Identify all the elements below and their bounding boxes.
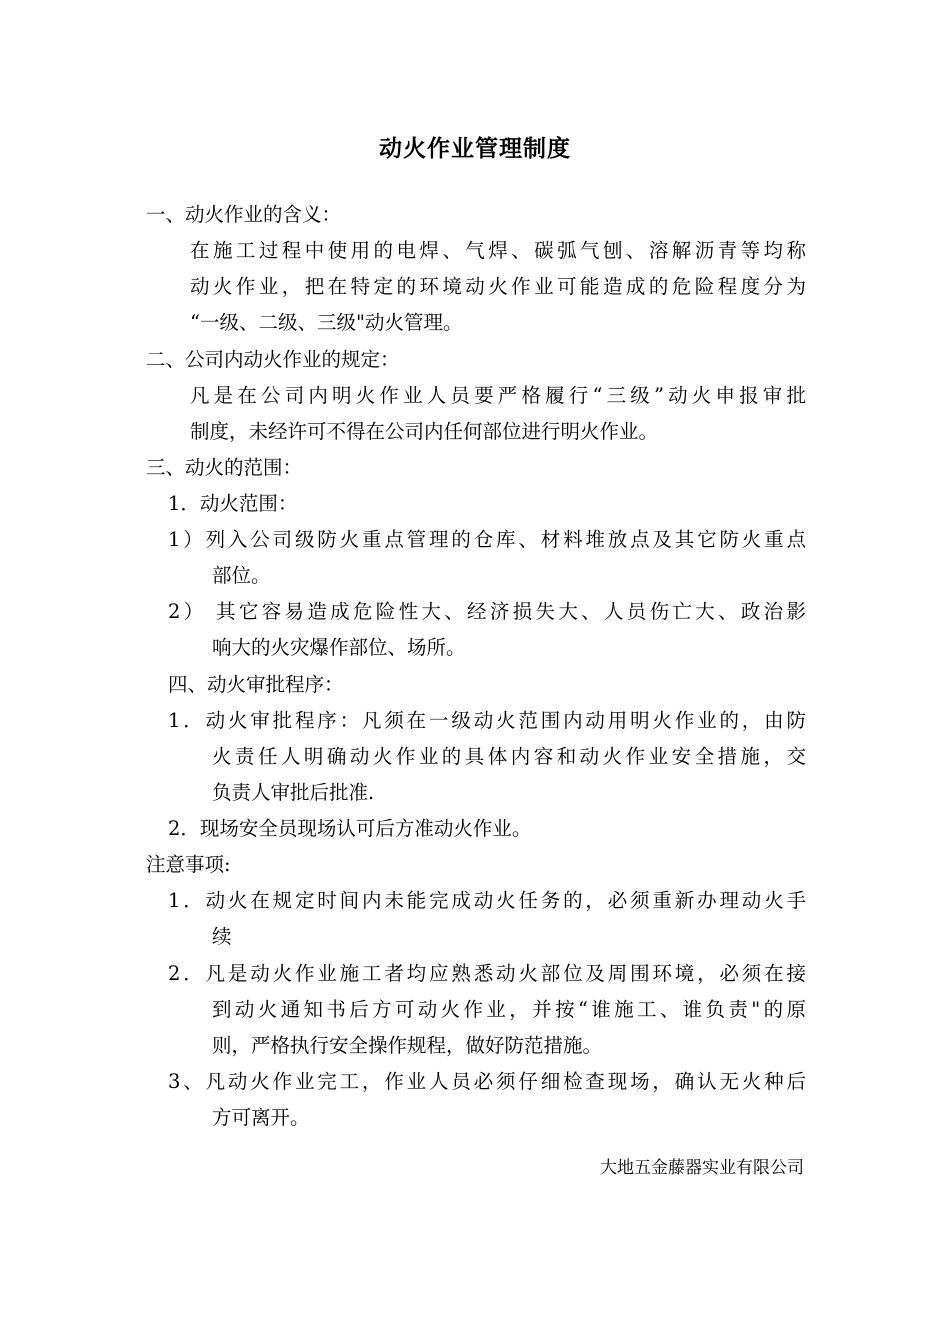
list-item-line: 1）列入公司级防火重点管理的仓库、材料堆放点及其它防火重点 — [168, 528, 806, 551]
notes-heading: 注意事项: — [146, 853, 231, 876]
list-item-line: 2．凡是动火作业施工者均应熟悉动火部位及周围环境，必须在接 — [168, 962, 806, 985]
paragraph-line: “一级、二级、三级"动火管理。 — [190, 311, 463, 334]
list-item-line: 2．现场安全员现场认可后方准动火作业。 — [168, 817, 532, 840]
company-name: 大地五金藤器实业有限公司 — [600, 1158, 804, 1178]
list-item-line: 部位。 — [212, 564, 271, 587]
list-item-line: 则，严格执行安全操作规程，做好防范措施。 — [212, 1034, 603, 1057]
list-item-line: 1．动火在规定时间内未能完成动火任务的，必须重新办理动火手 — [168, 889, 806, 912]
list-item-line: 到动火通知书后方可动火作业，并按“谁施工、谁负责"的原 — [212, 998, 806, 1021]
list-item-line: 2） 其它容易造成危险性大、经济损失大、人员伤亡大、政治影 — [168, 600, 806, 623]
list-item-line: 火责任人明确动火作业的具体内容和动火作业安全措施，交 — [212, 745, 806, 768]
paragraph-line: 制度，未经许可不得在公司内任何部位进行明火作业。 — [190, 420, 659, 443]
sub-heading: 1．动火范围： — [168, 492, 298, 515]
list-item-line: 响大的火灾爆作部位、场所。 — [212, 636, 466, 659]
list-item-line: 方可离开。 — [212, 1106, 310, 1129]
paragraph-line: 在施工过程中使用的电焊、气焊、碳弧气刨、溶解沥青等均称 — [190, 239, 806, 262]
paragraph-line: 动火作业，把在特定的环境动火作业可能造成的危险程度分为 — [190, 275, 806, 298]
list-item-line: 1．动火审批程序：凡须在一级动火范围内动用明火作业的，由防 — [168, 709, 806, 732]
list-item-line: 负责人审批后批准. — [212, 781, 375, 804]
list-item-line: 3、凡动火作业完工，作业人员必须仔细检查现场，确认无火种后 — [168, 1070, 806, 1093]
document-title: 动火作业管理制度 — [379, 136, 571, 162]
paragraph-line: 凡是在公司内明火作业人员要严格履行“三级”动火申报审批 — [190, 384, 806, 407]
section-heading-1: 一、动火作业的含义： — [146, 203, 342, 226]
section-heading-3: 三、动火的范围： — [146, 456, 303, 479]
list-item-line: 续 — [212, 925, 232, 948]
section-heading-4: 四、动火审批程序： — [168, 673, 344, 696]
section-heading-2: 二、公司内动火作业的规定： — [146, 348, 400, 371]
